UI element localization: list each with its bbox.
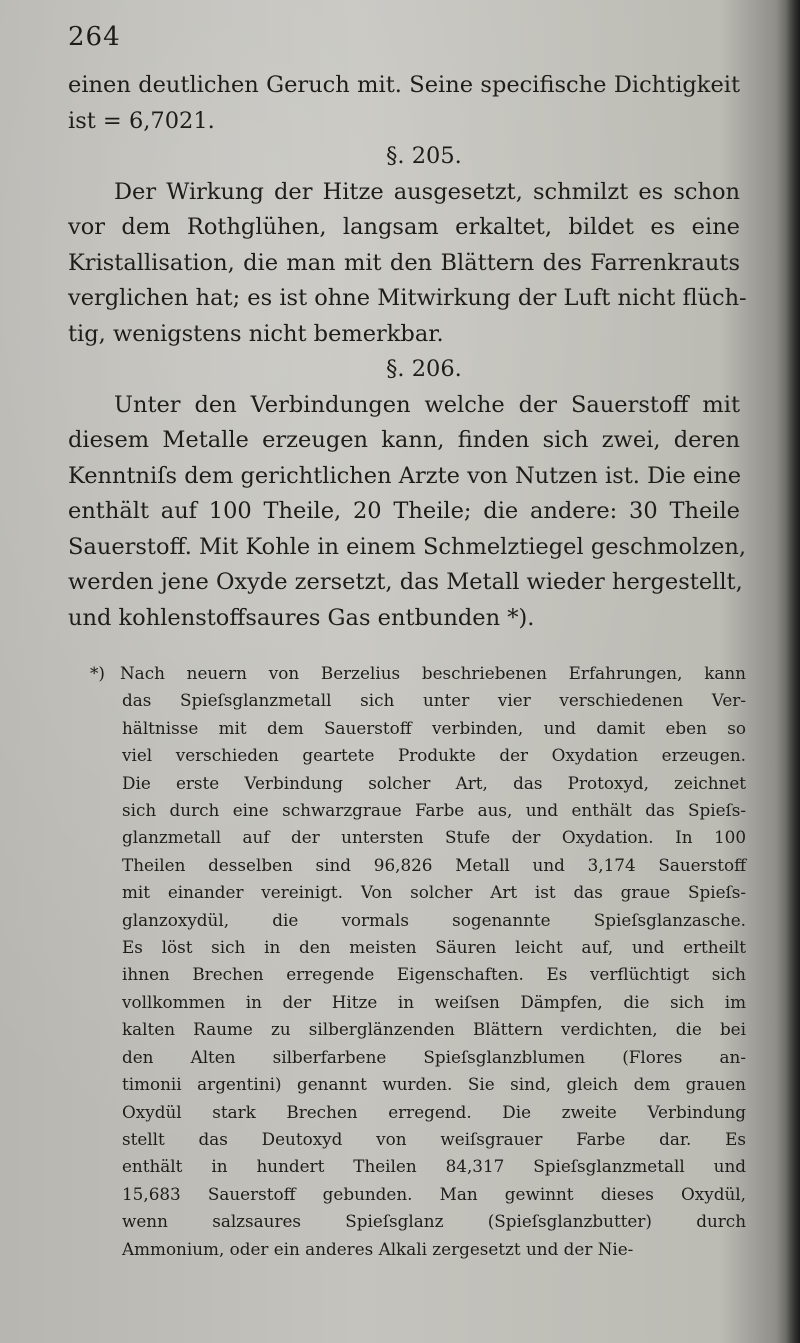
footnote-line: wenn salzsaures Spieſsglanz (Spieſsglanzbutter) durch: [122, 1211, 746, 1232]
footnote-line: vollkommen in der Hitze in weiſsen Dämpfen, die sich im: [122, 991, 746, 1012]
footnote-line: Nach neuern von Berzelius beschriebenen Erfahrungen, kann: [120, 663, 746, 683]
footnote-line: timonii argentini) genannt wurden. Sie sind, gleich dem grauen: [122, 1074, 746, 1095]
text-line: werden jene Oxyde zersetzt, das Metall wieder hergestellt,: [68, 569, 743, 595]
text-line: vor dem Rothglühen, langsam erkaltet, bildet es eine: [68, 214, 740, 240]
footnote-line: den Alten silberfarbene Spieſsglanzblumen (Flores an-: [122, 1046, 746, 1067]
footnote-marker: *): [90, 663, 105, 683]
text-line: verglichen hat; es ist ohne Mitwirkung der Luft nicht flüch-: [68, 285, 747, 311]
section-heading-206: §. 206.: [386, 356, 462, 382]
text-line: ist = 6,7021.: [68, 107, 215, 134]
footnote-line: hältnisse mit dem Sauerstoff verbinden, und damit eben so: [122, 717, 746, 738]
footnote-line: glanzmetall auf der untersten Stufe der Oxydation. In 100: [122, 827, 746, 848]
text-line: tig, wenigstens nicht bemerkbar.: [68, 320, 444, 347]
footnote-line: glanzoxydül, die vormals sogenannte Spieſsglanzasche.: [122, 909, 746, 930]
main-text-block: [68, 68, 747, 636]
footnote-line: Oxydül stark Brechen erregend. Die zweite Verbindung: [122, 1101, 746, 1122]
page-number: 264: [68, 22, 121, 52]
text-line: Kristallisation, die man mit den Blättern des Farrenkrauts: [68, 249, 740, 276]
text-line: Der Wirkung der Hitze ausgesetzt, schmilzt es schon: [114, 178, 740, 205]
footnote-line: Es löst sich in den meisten Säuren leicht auf, und ertheilt: [122, 937, 746, 958]
footnote-line: sich durch eine schwarzgraue Farbe aus, und enthält das Spieſs-: [122, 800, 746, 821]
footnote-line: ihnen Brechen erregende Eigenschaften. Es verflüchtigt sich: [122, 964, 746, 985]
text-line: und kohlenstoffsaures Gas entbunden *).: [68, 604, 535, 631]
footnote-line: Ammonium, oder ein anderes Alkali zergesetzt und der Nie-: [122, 1238, 634, 1259]
footnote-line: viel verschieden geartete Produkte der Oxydation erzeugen.: [122, 745, 746, 766]
footnote-line: Die erste Verbindung solcher Art, das Protoxyd, zeichnet: [122, 772, 746, 793]
text-line: enthält auf 100 Theile, 20 Theile; die andere: 30 Theile: [68, 498, 740, 524]
text-line: Unter den Verbindungen welche der Sauerstoff mit: [114, 391, 740, 418]
footnote-line: enthält in hundert Theilen 84,317 Spieſsglanzmetall und: [122, 1156, 746, 1177]
text-line: Kenntniſs dem gerichtlichen Arzte von Nutzen ist. Die eine: [68, 462, 742, 489]
footnote-line: das Spieſsglanzmetall sich unter vier verschiedenen Ver-: [122, 690, 746, 711]
text-line: einen deutlichen Geruch mit. Seine specifische Dichtigkeit: [68, 72, 740, 98]
footnote-line: Theilen desselben sind 96,826 Metall und 3,174 Sauerstoff: [122, 854, 746, 875]
footnote-line: stellt das Deutoxyd von weiſsgrauer Farbe dar. Es: [122, 1128, 746, 1149]
section-heading-205: §. 205.: [386, 143, 462, 169]
page-edge-shadow: [786, 0, 800, 1343]
footnote-block: [90, 660, 746, 1263]
footnote-line: mit einander vereinigt. Von solcher Art ist das graue Spieſs-: [122, 882, 746, 903]
footnote-line: kalten Raume zu silberglänzenden Blättern verdichten, die bei: [122, 1019, 746, 1040]
text-line: diesem Metalle erzeugen kann, finden sich zwei, deren: [68, 427, 740, 453]
footnote-line: 15,683 Sauerstoff gebunden. Man gewinnt dieses Oxydül,: [122, 1183, 746, 1204]
text-line: Sauerstoff. Mit Kohle in einem Schmelztiegel geschmolzen,: [68, 533, 747, 560]
